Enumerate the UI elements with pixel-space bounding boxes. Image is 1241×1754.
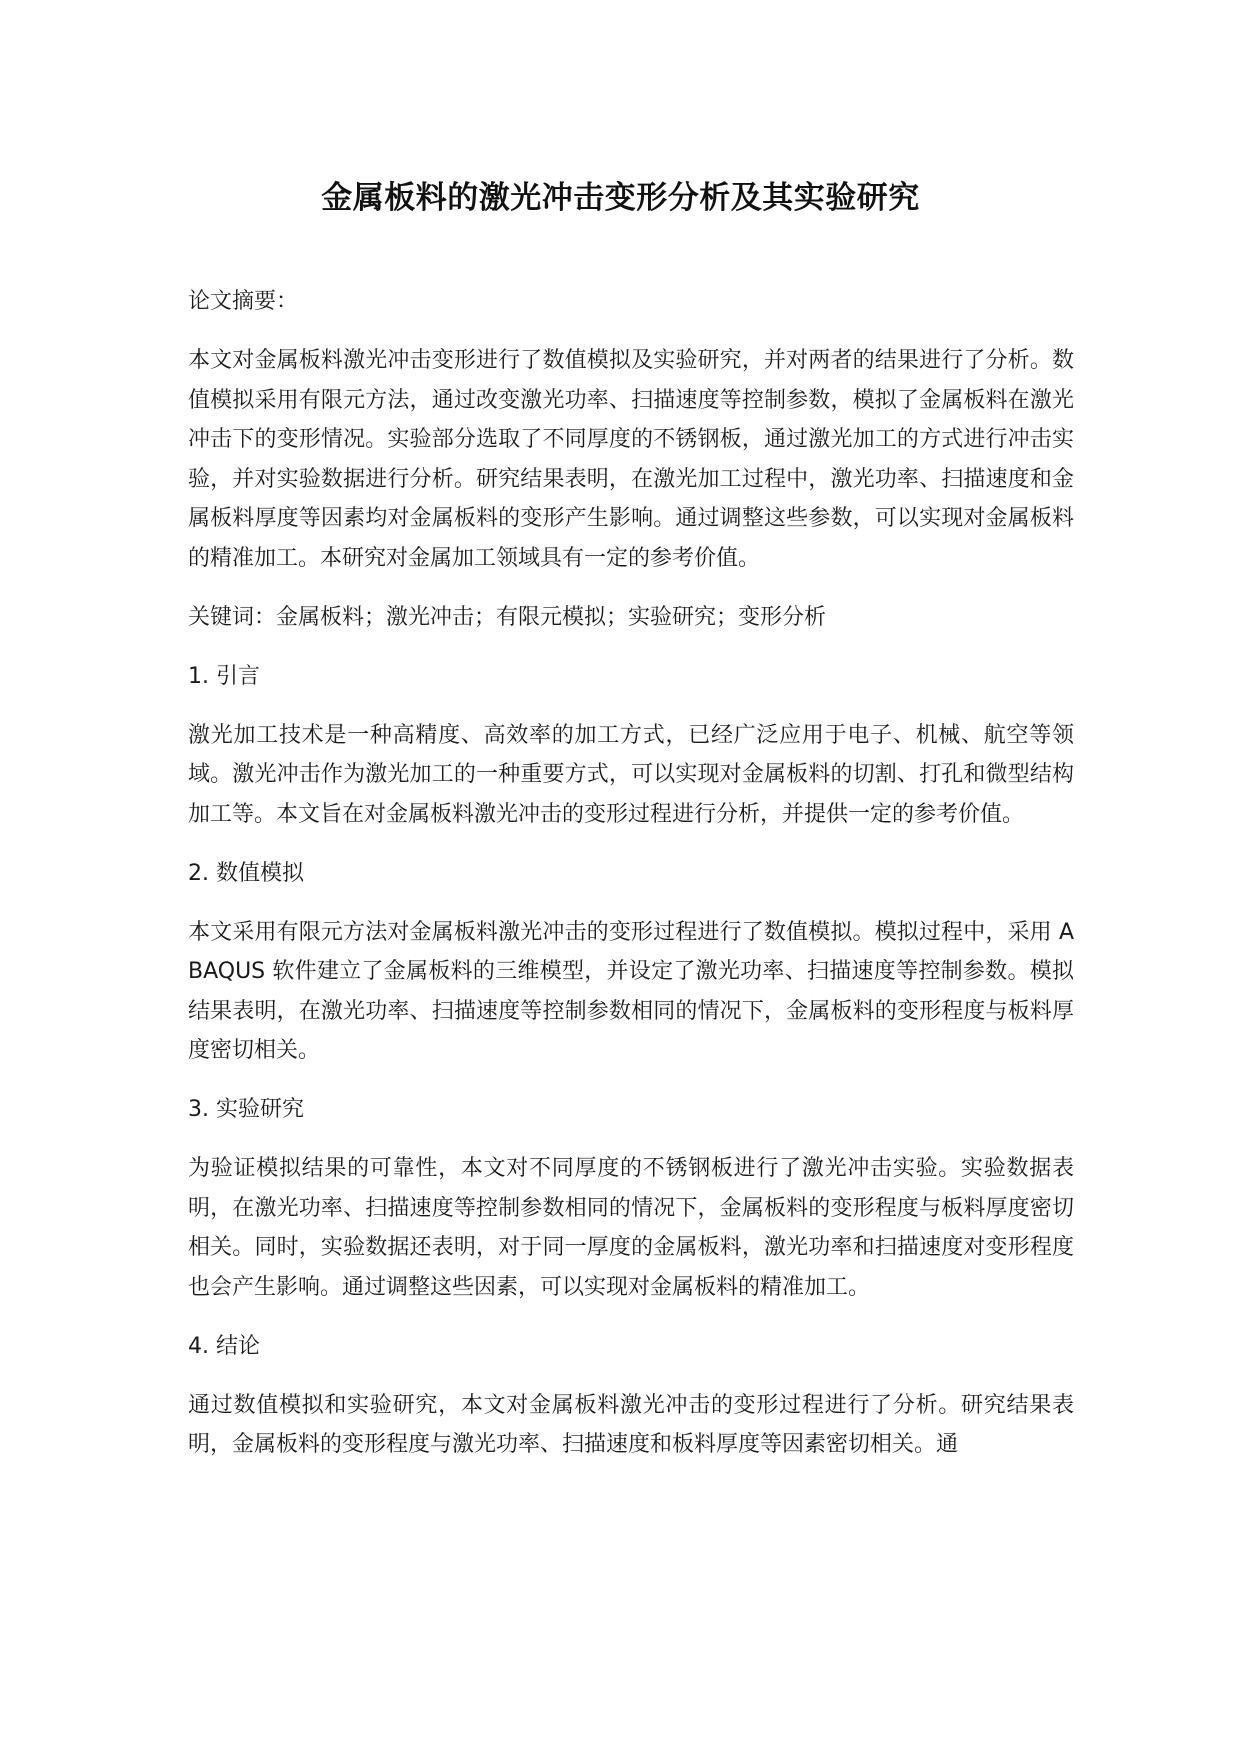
keywords-line: 关键词：金属板料；激光冲击；有限元模拟；实验研究；变形分析	[188, 604, 827, 630]
section-paragraph-introduction: 激光加工技术是一种高精度、高效率的加工方式，已经广泛应用于电子、机械、航空等领域。激光冲击作为激光加工的一种重要方式，可以实现对金属板料的切割、打孔和微型结构加工等。本文旨在对金属板料激光冲击的变形过程进行分析，并提供一定的参考价值。	[188, 722, 1074, 827]
section-paragraph-numerical-simulation: 本文采用有限元方法对金属板料激光冲击的变形过程进行了数值模拟。模拟过程中，采用 ABAQUS 软件建立了金属板料的三维模型，并设定了激光功率、扫描速度等控制参数。模拟结果表明，在激光功率、扫描速度等控制参数相同的情况下，金属板料的变形程度与板料厚度密切相关。	[188, 919, 1074, 1063]
section-heading-numerical-simulation: 2. 数值模拟	[188, 860, 304, 886]
abstract-label: 论文摘要：	[188, 289, 299, 314]
paper-title: 金属板料的激光冲击变形分析及其实验研究	[321, 180, 920, 216]
section-paragraph-conclusion: 通过数值模拟和实验研究，本文对金属板料激光冲击的变形过程进行了分析。研究结果表明，金属板料的变形程度与激光功率、扫描速度和板料厚度等因素密切相关。通	[188, 1392, 1074, 1457]
section-heading-conclusion: 4. 结论	[188, 1333, 260, 1359]
section-paragraph-experimental-study: 为验证模拟结果的可靠性，本文对不同厚度的不锈钢板进行了激光冲击实验。实验数据表明，在激光功率、扫描速度等控制参数相同的情况下，金属板料的变形程度与板料厚度密切相关。同时，实验数据还表明，对于同一厚度的金属板料，激光功率和扫描速度对变形程度也会产生影响。通过调整这些因素，可以实现对金属板料的精准加工。	[188, 1156, 1074, 1300]
abstract-paragraph: 本文对金属板料激光冲击变形进行了数值模拟及实验研究，并对两者的结果进行了分析。数值模拟采用有限元方法，通过改变激光功率、扫描速度等控制参数，模拟了金属板料在激光冲击下的变形情况。实验部分选取了不同厚度的不锈钢板，通过激光加工的方式进行冲击实验，并对实验数据进行分析。研究结果表明，在激光加工过程中，激光功率、扫描速度和金属板料厚度等因素均对金属板料的变形产生影响。通过调整这些参数，可以实现对金属板料的精准加工。本研究对金属加工领域具有一定的参考价值。	[188, 348, 1074, 571]
section-heading-experimental-study: 3. 实验研究	[188, 1097, 304, 1122]
section-heading-introduction: 1. 引言	[188, 663, 260, 689]
paper-body	[188, 282, 1074, 1484]
